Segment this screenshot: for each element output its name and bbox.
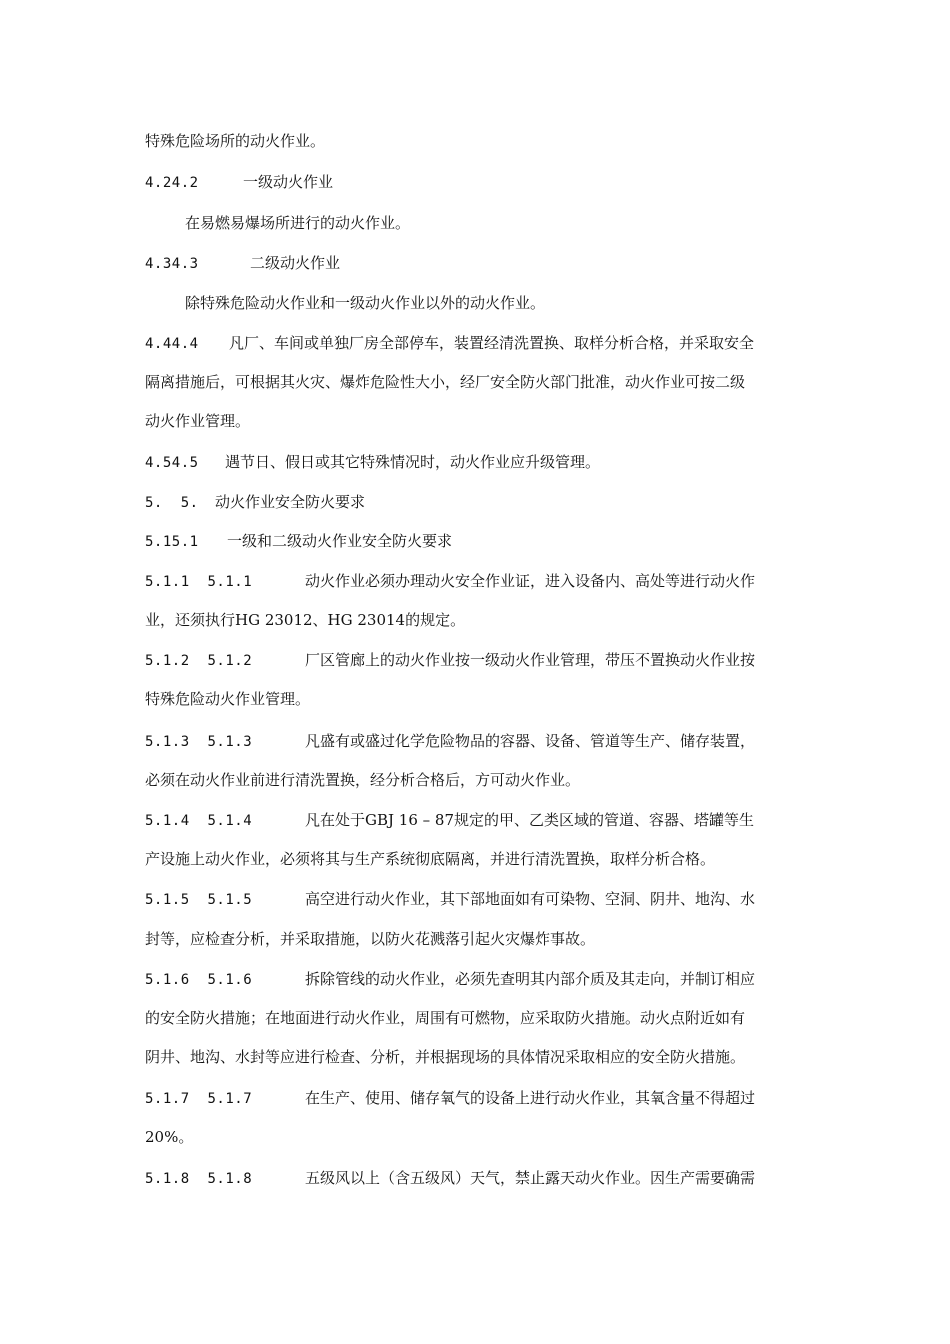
- clause-5-1-6: [145, 969, 810, 990]
- paragraph-line: 特殊危险动火作业管理。: [145, 690, 311, 708]
- section-number: 5. 5.: [145, 495, 199, 511]
- paragraph-line: 封等，应检查分析，并采取措施，以防火花溅落引起火灾爆炸事故。: [145, 930, 596, 948]
- section-number: 4.34.3: [145, 256, 199, 272]
- clause-number: 5.1.7 5.1.7: [145, 1091, 253, 1107]
- section-title: 二级动火作业: [250, 254, 341, 272]
- paragraph-line: 20%。: [145, 1128, 194, 1146]
- paragraph-text: 动火作业必须办理动火安全作业证，进入设备内、高处等进行动火作: [305, 572, 756, 590]
- clause-number: 5.1.2 5.1.2: [145, 653, 253, 669]
- section-heading-4-5: [145, 452, 810, 473]
- paragraph-text: 在生产、使用、储存氧气的设备上进行动火作业，其氧含量不得超过: [305, 1089, 756, 1107]
- clause-5-1-8: [145, 1168, 810, 1189]
- clause-5-1-5: [145, 889, 810, 910]
- clause-5-1-2: [145, 650, 810, 671]
- clause-number: 5.1.8 5.1.8: [145, 1171, 253, 1187]
- paragraph-text: 厂区管廊上的动火作业按一级动火作业管理，带压不置换动火作业按: [305, 651, 756, 669]
- section-title: 一级动火作业: [243, 173, 334, 191]
- clause-5-1-4: [145, 810, 810, 831]
- section-number: 4.24.2: [145, 175, 199, 191]
- paragraph-line: 特殊危险场所的动火作业。: [145, 132, 326, 150]
- clause-number: 5.1.1 5.1.1: [145, 574, 253, 590]
- paragraph-line: 动火作业管理。: [145, 412, 251, 430]
- paragraph-text: 凡厂、车间或单独厂房全部停车，装置经清洗置换、取样分析合格，并采取安全: [229, 334, 755, 352]
- paragraph-line: 在易燃易爆场所进行的动火作业。: [185, 214, 411, 232]
- section-number: 4.44.4: [145, 336, 199, 352]
- section-heading-5-1: [145, 531, 810, 552]
- paragraph-line: 必须在动火作业前进行清洗置换，经分析合格后，方可动火作业。: [145, 771, 581, 789]
- paragraph-text: 凡盛有或盛过化学危险物品的容器、设备、管道等生产、储存装置，: [305, 732, 756, 750]
- section-number: 5.15.1: [145, 534, 199, 550]
- paragraph-text: 凡在处于GBJ 16 – 87规定的甲、乙类区域的管道、容器、塔罐等生: [305, 811, 754, 829]
- section-title: 一级和二级动火作业安全防火要求: [227, 532, 453, 550]
- section-title: 动火作业安全防火要求: [215, 493, 366, 511]
- section-number: 4.54.5: [145, 455, 199, 471]
- section-heading-4-4: [145, 333, 810, 354]
- paragraph-line: 产设施上动火作业，必须将其与生产系统彻底隔离，并进行清洗置换，取样分析合格。: [145, 850, 716, 868]
- section-heading-5: [145, 492, 810, 513]
- paragraph-line: 除特殊危险动火作业和一级动火作业以外的动火作业。: [185, 294, 546, 312]
- clause-5-1-3: [145, 731, 810, 752]
- paragraph-text: 拆除管线的动火作业，必须先查明其内部介质及其走向，并制订相应: [305, 970, 756, 988]
- paragraph-line: 的安全防火措施；在地面进行动火作业，周围有可燃物，应采取防火措施。动火点附近如有: [145, 1009, 746, 1027]
- paragraph-line: 阴井、地沟、水封等应进行检查、分析，并根据现场的具体情况采取相应的安全防火措施。: [145, 1048, 746, 1066]
- paragraph-text: 高空进行动火作业，其下部地面如有可染物、空洞、阴井、地沟、水: [305, 890, 756, 908]
- section-heading-4-3: [145, 253, 810, 274]
- clause-number: 5.1.4 5.1.4: [145, 813, 253, 829]
- paragraph-text: 五级风以上（含五级风）天气，禁止露天动火作业。因生产需要确需: [305, 1169, 756, 1187]
- paragraph-text: 遇节日、假日或其它特殊情况时，动火作业应升级管理。: [225, 453, 601, 471]
- clause-5-1-7: [145, 1088, 810, 1109]
- clause-number: 5.1.6 5.1.6: [145, 972, 253, 988]
- section-heading-4-2: [145, 172, 810, 193]
- clause-5-1-1: [145, 571, 810, 592]
- clause-number: 5.1.3 5.1.3: [145, 734, 253, 750]
- paragraph-line: 隔离措施后，可根据其火灾、爆炸危险性大小，经厂安全防火部门批准，动火作业可按二级: [145, 373, 746, 391]
- paragraph-line: 业，还须执行HG 23012、HG 23014的规定。: [145, 611, 466, 629]
- clause-number: 5.1.5 5.1.5: [145, 892, 253, 908]
